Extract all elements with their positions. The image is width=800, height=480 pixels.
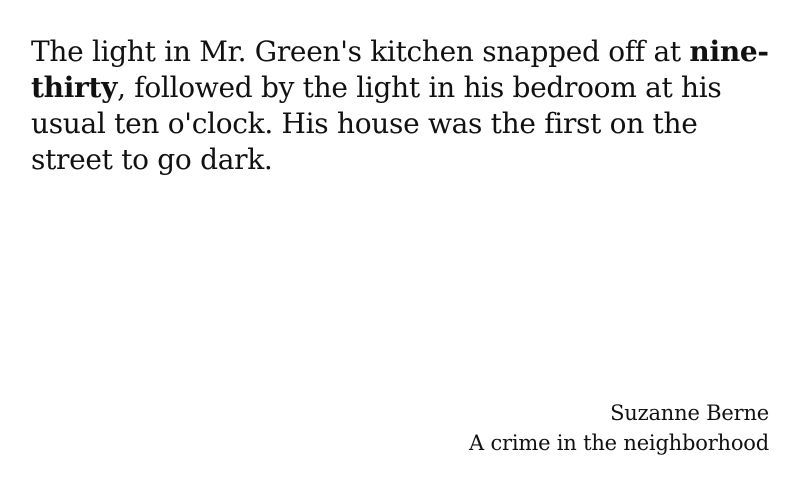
author-name: Suzanne Berne: [610, 401, 769, 425]
quote-text-before: The light in Mr. Green's kitchen snapped off at: [31, 35, 690, 68]
attribution: [469, 398, 769, 458]
quote-paragraph: [31, 34, 776, 178]
quote-emphasis: nine-thirty: [31, 35, 769, 104]
quote-text-after: , followed by the light in his bedroom at his usual ten o'clock. His house was the first on the street to go dark.: [31, 71, 722, 176]
book-title: A crime in the neighborhood: [469, 431, 769, 455]
